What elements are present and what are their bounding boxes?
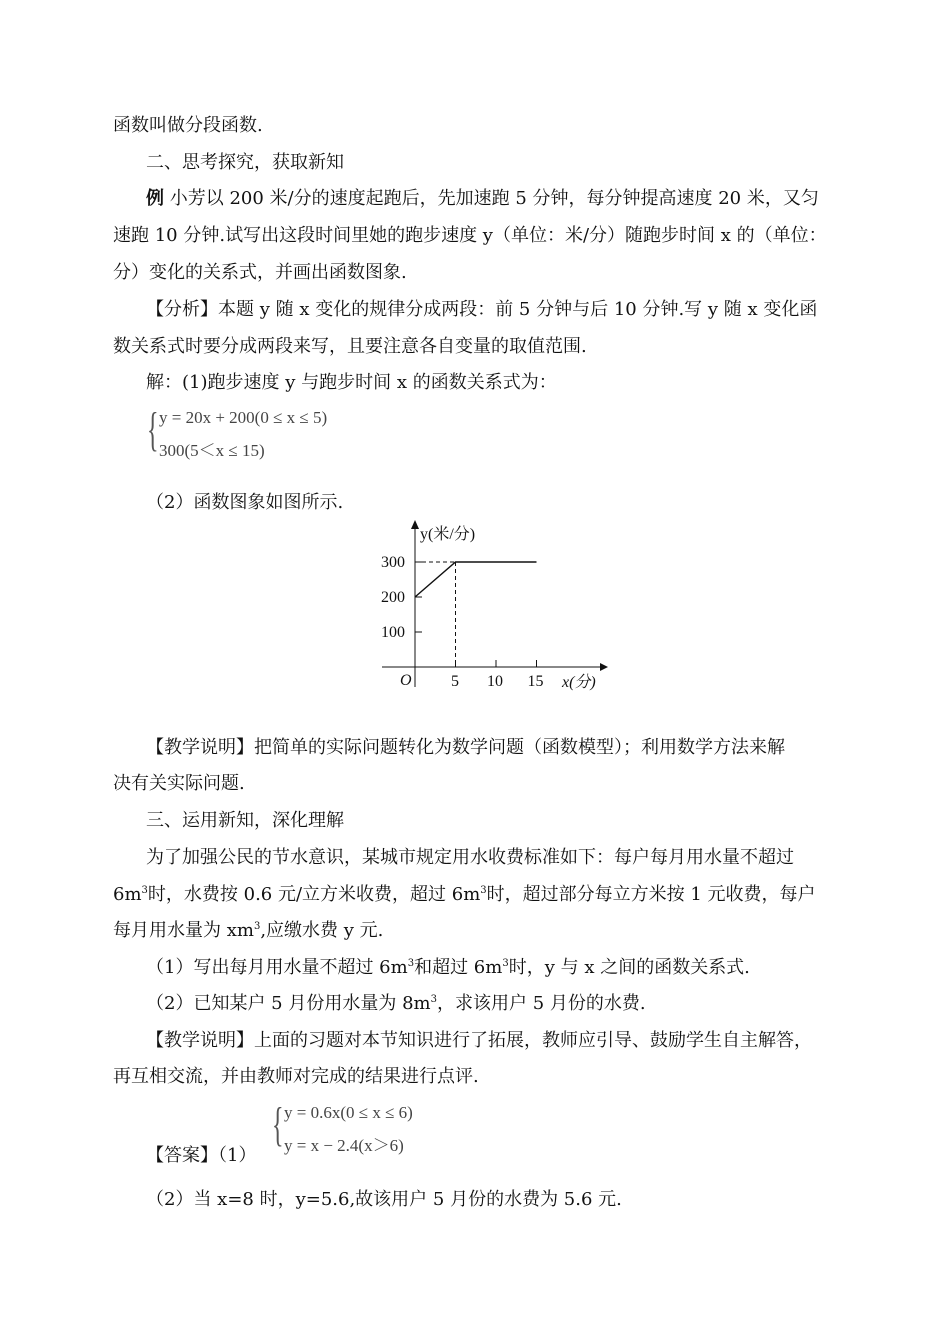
equation-system-1 <box>147 403 387 466</box>
solution-line-2: （2）函数图象如图所示. <box>146 492 344 513</box>
example-line-1 <box>146 186 819 212</box>
x-tick-label: 10 <box>487 673 503 690</box>
x-tick-label: 15 <box>527 673 544 690</box>
question-1 <box>146 955 750 981</box>
y-axis-arrow <box>411 520 419 529</box>
y-tick-label: 100 <box>381 624 405 641</box>
text-span: 时，超过部分每立方米按 1 元收费，每户 <box>486 884 816 905</box>
equation-row-2: y = x − 2.4(x＞6) <box>284 1136 404 1155</box>
series-line-speed <box>415 562 537 597</box>
brace-glyph: { <box>272 1098 284 1151</box>
x-axis-arrow <box>600 663 608 671</box>
teaching-note-2-line-1: 【教学说明】上面的习题对本节知识进行了拓展，教师应引导、鼓励学生自主解答， <box>146 1030 812 1051</box>
equation-system-2 <box>272 1098 492 1161</box>
text-span: ,应缴水费 y 元. <box>260 920 384 941</box>
question-2 <box>146 991 646 1017</box>
x-axis-label: x(分) <box>562 674 596 691</box>
text-span: （1）写出每月用水量不超过 6m <box>146 957 408 978</box>
exercise-line-2 <box>113 882 816 908</box>
example-line-2: 速跑 10 分钟.试写出这段时间里她的跑步速度 y（单位：米/分）随跑步时间 x 的（单位： <box>113 225 827 246</box>
example-line-3: 分）变化的关系式，并画出函数图象. <box>113 262 407 283</box>
paragraph-intro: 函数叫做分段函数. <box>113 115 263 136</box>
equation-row-1: y = 20x + 200(0 ≤ x ≤ 5) <box>159 408 328 427</box>
x-tick-label: 5 <box>451 673 459 690</box>
superscript: 3 <box>430 994 437 1005</box>
equation-row-2: 300(5＜x ≤ 15) <box>159 441 265 460</box>
text-span: （2）已知某户 5 月份用水量为 8m <box>146 993 431 1014</box>
superscript: 3 <box>407 958 415 969</box>
function-graph <box>370 515 610 695</box>
teaching-note-1-line-2: 决有关实际问题. <box>113 773 245 794</box>
example-text: 小芳以 200 米/分的速度起跑后，先加速跑 5 分钟，每分钟提高速度 20 米，又匀 <box>169 188 819 209</box>
teaching-note-2-line-2: 再互相交流，并由教师对完成的结果进行点评. <box>113 1066 479 1087</box>
answer-part-2: （2）当 x=8 时，y=5.6,故该用户 5 月份的水费为 5.6 元. <box>146 1189 622 1210</box>
y-axis-label: y(米/分) <box>420 526 476 543</box>
analysis-line-2: 数关系式时要分成两段来写，且要注意各自变量的取值范围. <box>113 336 587 357</box>
solution-line-1: 解：(1)跑步速度 y 与跑步时间 x 的函数关系式为： <box>146 372 557 393</box>
superscript: 3 <box>141 885 148 896</box>
equation-row-1: y = 0.6x(0 ≤ x ≤ 6) <box>284 1103 413 1122</box>
text-span: 和超过 6m <box>414 957 503 978</box>
y-tick-label: 300 <box>381 554 405 571</box>
exercise-line-3 <box>113 918 383 944</box>
superscript: 3 <box>480 885 487 896</box>
text-span: 时，y 与 x 之间的函数关系式. <box>508 957 750 978</box>
y-tick-label: 200 <box>381 589 405 606</box>
text-span: 时，水费按 0.6 元/立方米收费，超过 6m <box>147 884 481 905</box>
exercise-line-1: 为了加强公民的节水意识，某城市规定用水收费标准如下：每户每月用水量不超过 <box>146 847 794 868</box>
section-heading-3: 三、运用新知，深化理解 <box>146 810 344 831</box>
brace-glyph: { <box>147 403 159 456</box>
text-span: 6m <box>113 884 142 905</box>
text-span: 每月用水量为 xm <box>113 920 254 941</box>
teaching-note-1-line-1: 【教学说明】把简单的实际问题转化为数学问题（函数模型）；利用数学方法来解 <box>146 737 785 758</box>
text-span: ，求该用户 5 月份的水费. <box>436 993 646 1014</box>
superscript: 3 <box>502 958 509 969</box>
analysis-line-1: 【分析】本题 y 随 x 变化的规律分成两段：前 5 分钟与后 10 分钟.写 y 随 x 变化函 <box>146 299 818 320</box>
answer-label: 【答案】（1） <box>146 1145 257 1166</box>
superscript: 3 <box>253 921 261 932</box>
example-label: 例 <box>146 188 164 209</box>
origin-label: O <box>400 672 412 689</box>
section-heading-2: 二、思考探究，获取新知 <box>146 152 344 173</box>
